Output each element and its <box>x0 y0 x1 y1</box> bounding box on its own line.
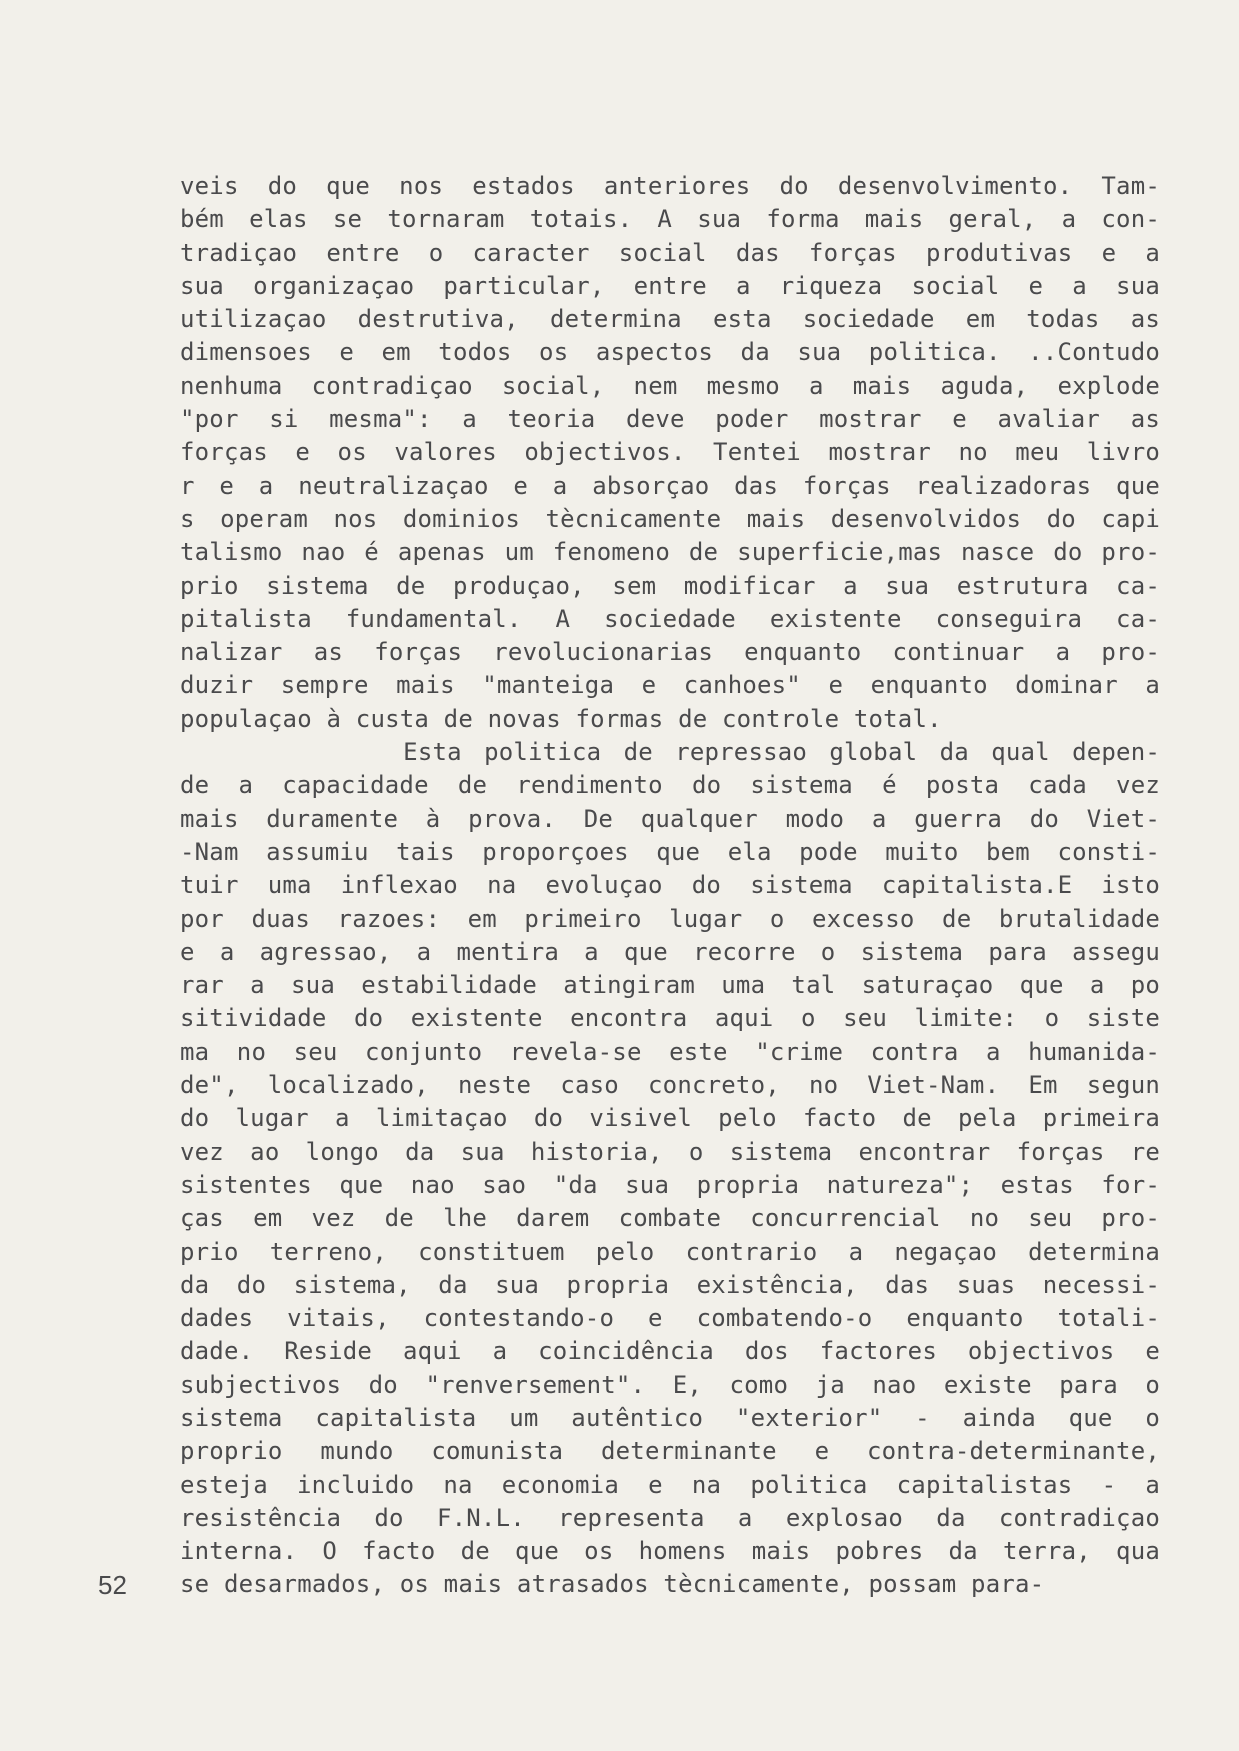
text-line: sitividade do existente encontra aqui o seu limite: o siste <box>180 1004 1160 1033</box>
text-line: esteja incluido na economia e na politica capitalistas - a <box>180 1470 1160 1499</box>
text-line: ma no seu conjunto revela-se este "crime contra a humanida- <box>180 1037 1160 1066</box>
text-line: s operam nos dominios tècnicamente mais desenvolvidos do capi <box>180 504 1160 533</box>
text-line: r e a neutralizaçao e a absorçao das forças realizadoras que <box>180 471 1160 500</box>
text-line: mais duramente à prova. De qualquer modo a guerra do Viet- <box>180 804 1160 833</box>
text-line: rar a sua estabilidade atingiram uma tal saturaçao que a po <box>180 971 1160 1000</box>
text-line: do lugar a limitaçao do visivel pelo facto de pela primeira <box>180 1104 1160 1133</box>
text-line: proprio mundo comunista determinante e contra-determinante, <box>180 1437 1160 1466</box>
page-number: 52 <box>98 1570 127 1600</box>
text-line: veis do que nos estados anteriores do desenvolvimento. Tam- <box>180 172 1160 200</box>
text-line: interna. O facto de que os homens mais pobres da terra, qua <box>180 1537 1160 1566</box>
text-line: tradiçao entre o caracter social das forças produtivas e a <box>180 238 1160 267</box>
text-line: dimensoes e em todos os aspectos da sua politica. ..Contudo <box>180 338 1160 367</box>
text-line: forças e os valores objectivos. Tentei mostrar no meu livro <box>180 438 1160 467</box>
text-line: bém elas se tornaram totais. A sua forma mais geral, a con- <box>180 205 1160 234</box>
text-line: nenhuma contradiçao social, nem mesmo a mais aguda, explode <box>180 371 1160 400</box>
text-line: "por si mesma": a teoria deve poder mostrar e avaliar as <box>180 405 1160 434</box>
text-line: nalizar as forças revolucionarias enquanto continuar a pro- <box>180 638 1160 667</box>
text-line: subjectivos do "renversement". E, como ja nao existe para o <box>180 1370 1160 1399</box>
text-line: ças em vez de lhe darem combate concurrencial no seu pro- <box>180 1204 1160 1233</box>
text-line: populaçao à custa de novas formas de controle total. <box>180 704 942 733</box>
text-line: sistentes que nao sao "da sua propria natureza"; estas for- <box>180 1170 1160 1199</box>
text-line: por duas razoes: em primeiro lugar o excesso de brutalidade <box>180 904 1160 933</box>
text-line: e a agressao, a mentira a que recorre o sistema para assegu <box>180 937 1160 966</box>
text-line: utilizaçao destrutiva, determina esta sociedade em todas as <box>180 305 1160 334</box>
text-line: dades vitais, contestando-o e combatendo-o enquanto totali- <box>180 1304 1160 1333</box>
text-line: de a capacidade de rendimento do sistema é posta cada vez <box>180 771 1160 800</box>
text-line: dade. Reside aqui a coincidência dos factores objectivos e <box>180 1337 1160 1366</box>
text-line: prio terreno, constituem pelo contrario a negaçao determina <box>180 1237 1160 1266</box>
text-line: sua organizaçao particular, entre a riqueza social e a sua <box>180 271 1160 300</box>
text-line: prio sistema de produçao, sem modificar a sua estrutura ca- <box>180 571 1160 600</box>
text-line: Esta politica de repressao global da qual depen- <box>180 738 1160 767</box>
text-line: duzir sempre mais "manteiga e canhoes" e enquanto dominar a <box>180 671 1160 700</box>
text-line: resistência do F.N.L. representa a explosao da contradiçao <box>180 1503 1160 1532</box>
text-line: se desarmados, os mais atrasados tècnicamente, possam para- <box>180 1570 1045 1599</box>
text-line: talismo nao é apenas um fenomeno de superficie,mas nasce do pro- <box>180 538 1160 567</box>
text-line: pitalista fundamental. A sociedade existente conseguira ca- <box>180 604 1160 633</box>
text-line: tuir uma inflexao na evoluçao do sistema capitalista.E isto <box>180 871 1160 900</box>
text-line: vez ao longo da sua historia, o sistema encontrar forças re <box>180 1137 1160 1166</box>
body-text <box>180 170 1160 1602</box>
text-line: sistema capitalista um autêntico "exterior" - ainda que o <box>180 1403 1160 1432</box>
text-line: -Nam assumiu tais proporçoes que ela pode muito bem consti- <box>180 837 1160 866</box>
text-line: de", localizado, neste caso concreto, no Viet-Nam. Em segun <box>180 1071 1160 1100</box>
text-line: da do sistema, da sua propria existência, das suas necessi- <box>180 1270 1160 1299</box>
